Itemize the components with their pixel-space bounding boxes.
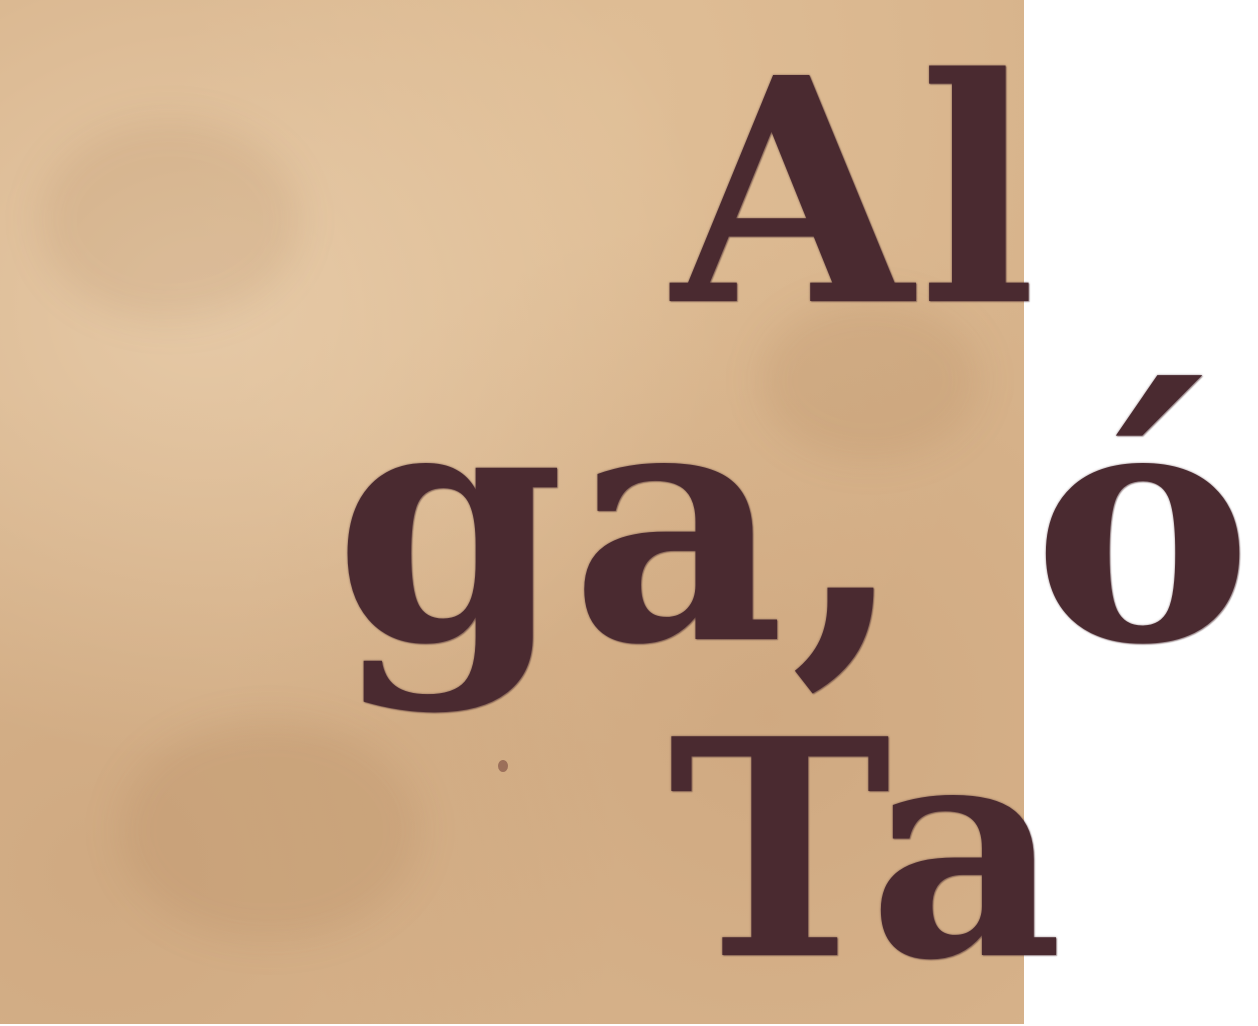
- typed-line-2: ga, ó: [334, 329, 1258, 717]
- typed-line-1: Al: [672, 11, 1043, 375]
- paper-stain: [120, 720, 420, 940]
- paper-stain: [40, 120, 300, 320]
- typed-line-3: Ta: [668, 673, 1069, 1026]
- ink-speck: [498, 760, 508, 772]
